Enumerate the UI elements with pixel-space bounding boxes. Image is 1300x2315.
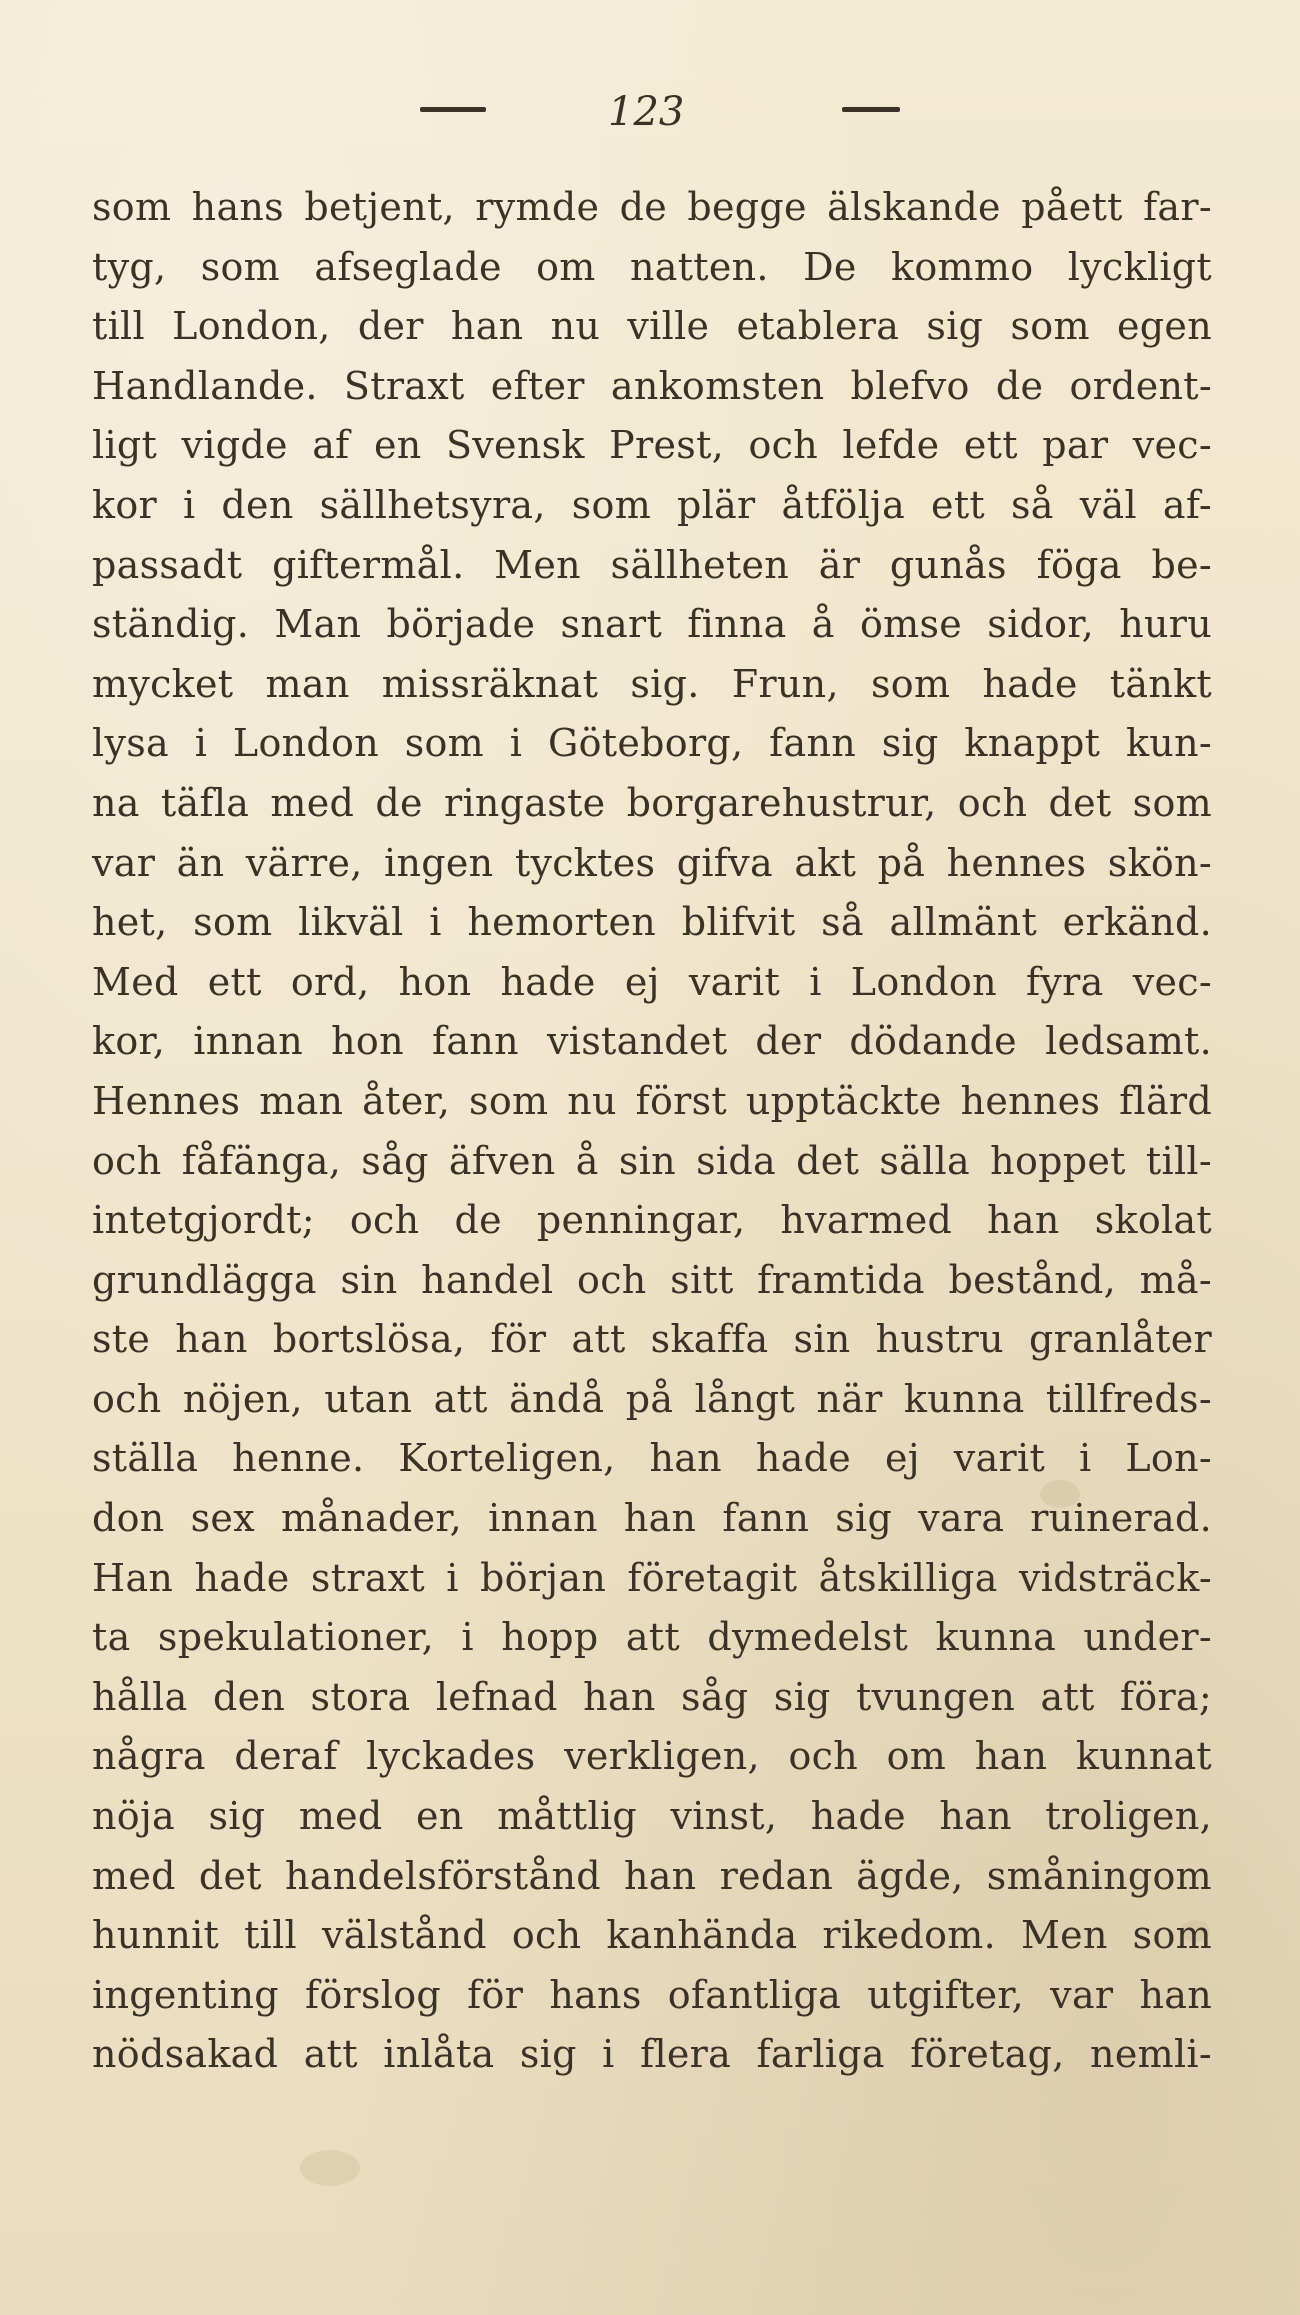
- text-line: några deraf lyckades verkligen, och om han kunnat: [92, 1734, 1212, 1779]
- text-line: het, som likväl i hemorten blifvit så allmänt erkänd.: [92, 900, 1212, 945]
- text-line: ste han bortslösa, för att skaffa sin hustru granlåter: [92, 1317, 1212, 1362]
- text-line: ständig. Man började snart finna å ömse sidor, huru: [92, 602, 1212, 647]
- text-line: kor, innan hon fann vistandet der dödande ledsamt.: [92, 1019, 1212, 1064]
- page-number: 123: [608, 89, 685, 135]
- text-line: don sex månader, innan han fann sig vara ruinerad.: [92, 1496, 1212, 1541]
- text-line: som hans betjent, rymde de begge älskande påett far-: [92, 185, 1212, 229]
- text-line: mycket man missräknat sig. Frun, som hade tänkt: [92, 661, 1212, 706]
- text-line: och fåfänga, såg äfven å sin sida det sälla hoppet till-: [92, 1138, 1212, 1183]
- text-line: intetgjordt; och de penningar, hvarmed han skolat: [92, 1198, 1212, 1243]
- text-line: tyg, som afseglade om natten. De kommo lyckligt: [92, 244, 1212, 289]
- text-line: grundlägga sin handel och sitt framtida bestånd, må-: [92, 1257, 1212, 1302]
- text-line: ligt vigde af en Svensk Prest, och lefde ett par vec-: [92, 423, 1212, 468]
- text-line: na täfla med de ringaste borgarehustrur, och det som: [92, 780, 1212, 825]
- text-line: Handlande. Straxt efter ankomsten blefvo de ordent-: [92, 363, 1212, 408]
- text-line: ingenting förslog för hans ofantliga utgifter, var han: [92, 1972, 1212, 2017]
- text-line: hålla den stora lefnad han såg sig tvungen att föra;: [92, 1674, 1212, 1719]
- body-text: [92, 178, 1212, 2085]
- header-dash-left: [420, 107, 486, 112]
- text-line: passadt giftermål. Men sällheten är gunås föga be-: [92, 542, 1212, 587]
- text-line: Han hade straxt i början företagit åtskilliga vidsträck-: [92, 1555, 1212, 1600]
- paper-stain: [300, 2150, 360, 2186]
- text-line: med det handelsförstånd han redan ägde, småningom: [92, 1853, 1212, 1898]
- text-line: ta spekulationer, i hopp att dymedelst kunna under-: [92, 1615, 1212, 1660]
- text-line: ställa henne. Korteligen, han hade ej varit i Lon-: [92, 1436, 1212, 1481]
- page-header: [0, 89, 1300, 135]
- text-line: kor i den sällhetsyra, som plär åtfölja ett så väl af-: [92, 482, 1212, 527]
- text-line: hunnit till välstånd och kanhända rikedom. Men som: [92, 1913, 1212, 1958]
- text-line: och nöjen, utan att ändå på långt när kunna tillfreds-: [92, 1376, 1212, 1421]
- text-line: nödsakad att inlåta sig i flera farliga företag, nemli-: [92, 2032, 1212, 2077]
- text-line: Med ett ord, hon hade ej varit i London fyra vec-: [92, 959, 1212, 1004]
- text-line: Hennes man åter, som nu först upptäckte hennes flärd: [92, 1078, 1212, 1123]
- header-dash-right: [842, 107, 900, 112]
- text-line: lysa i London som i Göteborg, fann sig knappt kun-: [92, 721, 1212, 766]
- text-line: till London, der han nu ville etablera sig som egen: [92, 304, 1212, 349]
- text-line: var än värre, ingen tycktes gifva akt på hennes skön-: [92, 840, 1212, 885]
- text-line: nöja sig med en måttlig vinst, hade han troligen,: [92, 1794, 1212, 1839]
